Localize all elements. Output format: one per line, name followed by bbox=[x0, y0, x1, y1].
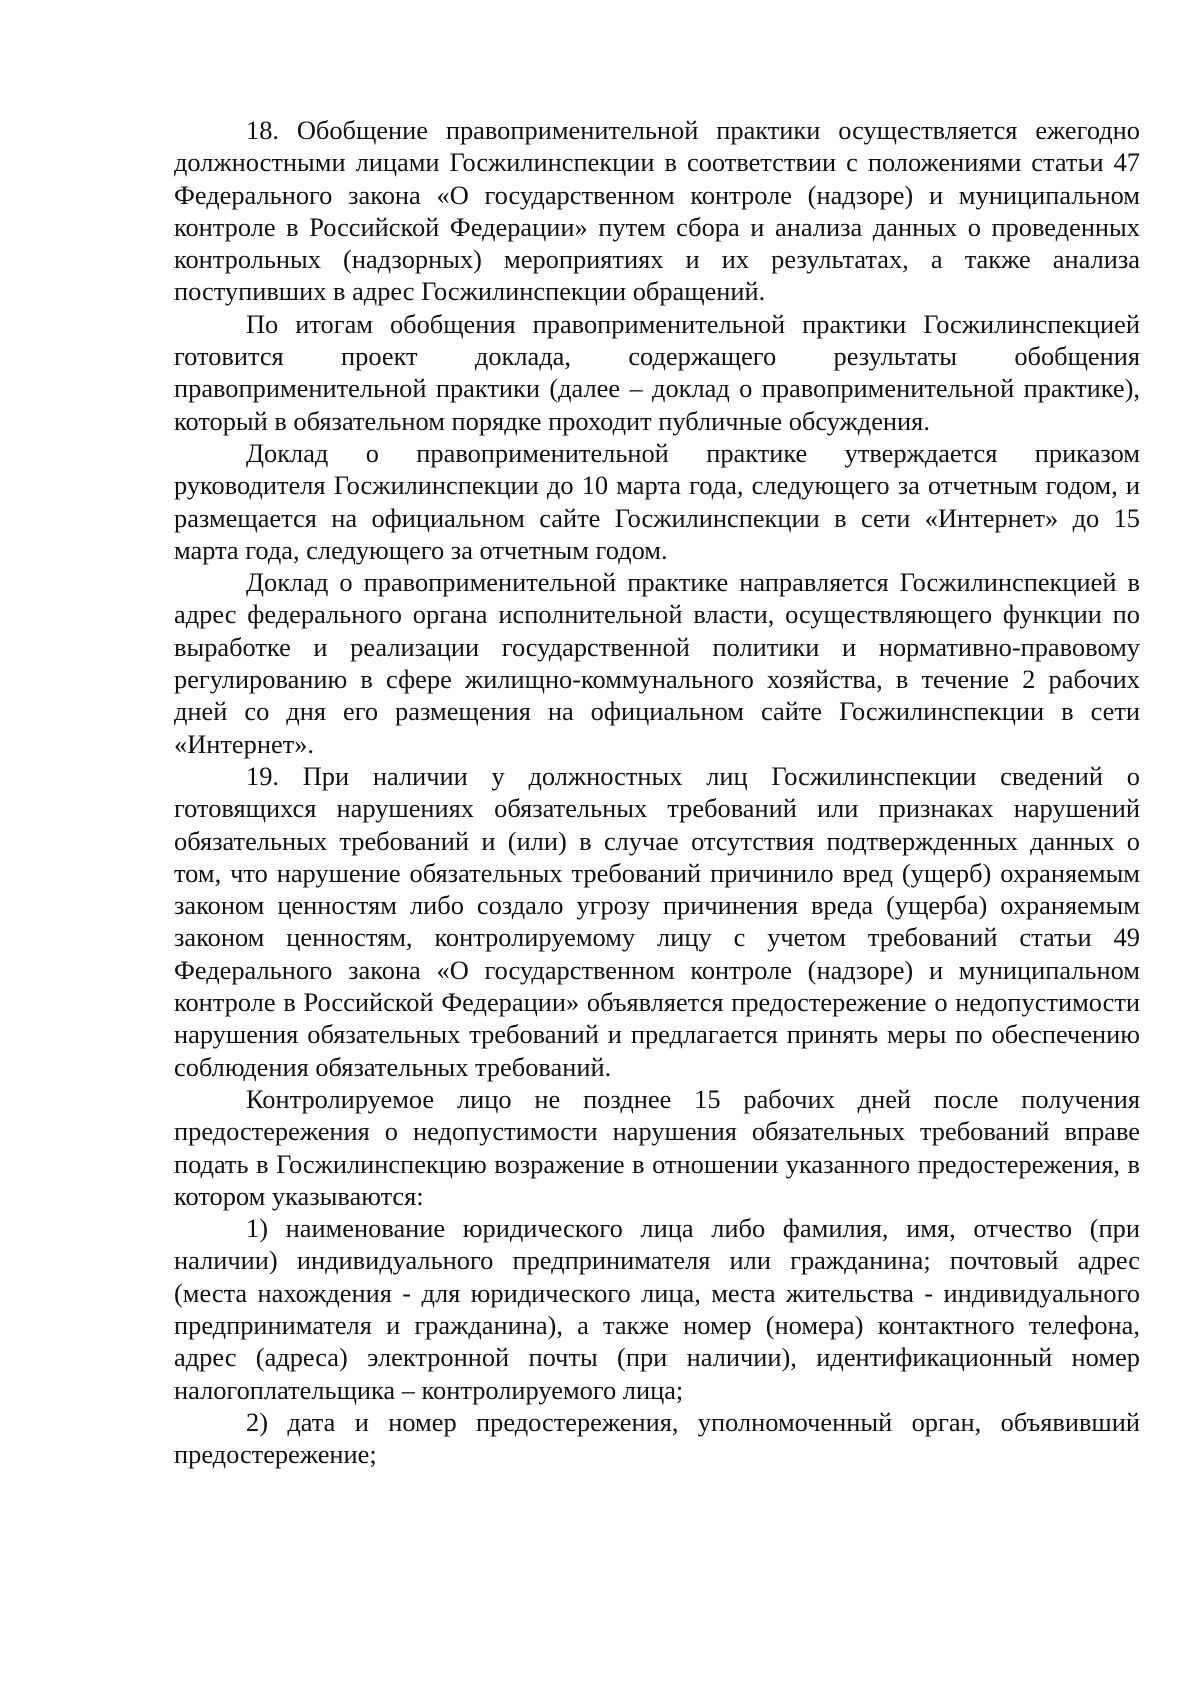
paragraph-report-submission: Доклад о правоприменительной практике направляется Госжилинспекцией в адрес федерального органа исполнительной власти, осуществляющего функции по выработке и реализации государственной политики и нормативно-правовому регулированию в сфере жилищно-коммунального хозяйства, в течение 2 рабочих дней со дня его размещения на официальном сайте Госжилинспекции в сети «Интернет». bbox=[174, 567, 1140, 759]
document-body bbox=[174, 114, 1140, 1470]
paragraph-report-draft: По итогам обобщения правоприменительной практики Госжилинспекцией готовится проект доклада, содержащего результаты обобщения правоприменительной практики (далее – доклад о правоприменительной практике), который в обязательном порядке проходит публичные обсуждения. bbox=[174, 308, 1140, 436]
paragraph-objection: Контролируемое лицо не позднее 15 рабочих дней после получения предостережения о недопустимости нарушения обязательных требований вправе подать в Госжилинспекцию возражение в отношении указанного предостережения, в котором указываются: bbox=[174, 1083, 1140, 1211]
list-item-1: 1) наименование юридического лица либо фамилия, имя, отчество (при наличии) индивидуального предпринимателя или гражданина; почтовый адрес (места нахождения - для юридического лица, места жительства - индивидуального предпринимателя и гражданина), а также номер (номера) контактного телефона, адрес (адреса) электронной почты (при наличии), идентификационный номер налогоплательщика – контролируемого лица; bbox=[174, 1213, 1140, 1405]
paragraph-19-warning: 19. При наличии у должностных лиц Госжилинспекции сведений о готовящихся нарушениях обязательных требований или признаках нарушений обязательных требований и (или) в случае отсутствия подтвержденных данных о том, что нарушение обязательных требований причинило вред (ущерб) охраняемым законом ценностям либо создало угрозу причинения вреда (ущерба) охраняемым законом ценностям, контролируемому лицу с учетом требований статьи 49 Федерального закона «О государственном контроле (надзоре) и муниципальном контроле в Российской Федерации» объявляется предостережение о недопустимости нарушения обязательных требований и предлагается принять меры по обеспечению соблюдения обязательных требований. bbox=[174, 760, 1140, 1082]
paragraph-18-generalization: 18. Обобщение правоприменительной практики осуществляется ежегодно должностными лицами Госжилинспекции в соответствии с положениями статьи 47 Федерального закона «О государственном контроле (надзоре) и муниципальном контроле в Российской Федерации» путем сбора и анализа данных о проведенных контрольных (надзорных) мероприятиях и их результатах, а также анализа поступивших в адрес Госжилинспекции обращений. bbox=[174, 115, 1140, 307]
paragraph-report-approval: Доклад о правоприменительной практике утверждается приказом руководителя Госжилинспекции до 10 марта года, следующего за отчетным годом, и размещается на официальном сайте Госжилинспекции в сети «Интернет» до 15 марта года, следующего за отчетным годом. bbox=[174, 437, 1140, 565]
list-item-2: 2) дата и номер предостережения, уполномоченный орган, объявивший предостережение; bbox=[174, 1406, 1140, 1470]
